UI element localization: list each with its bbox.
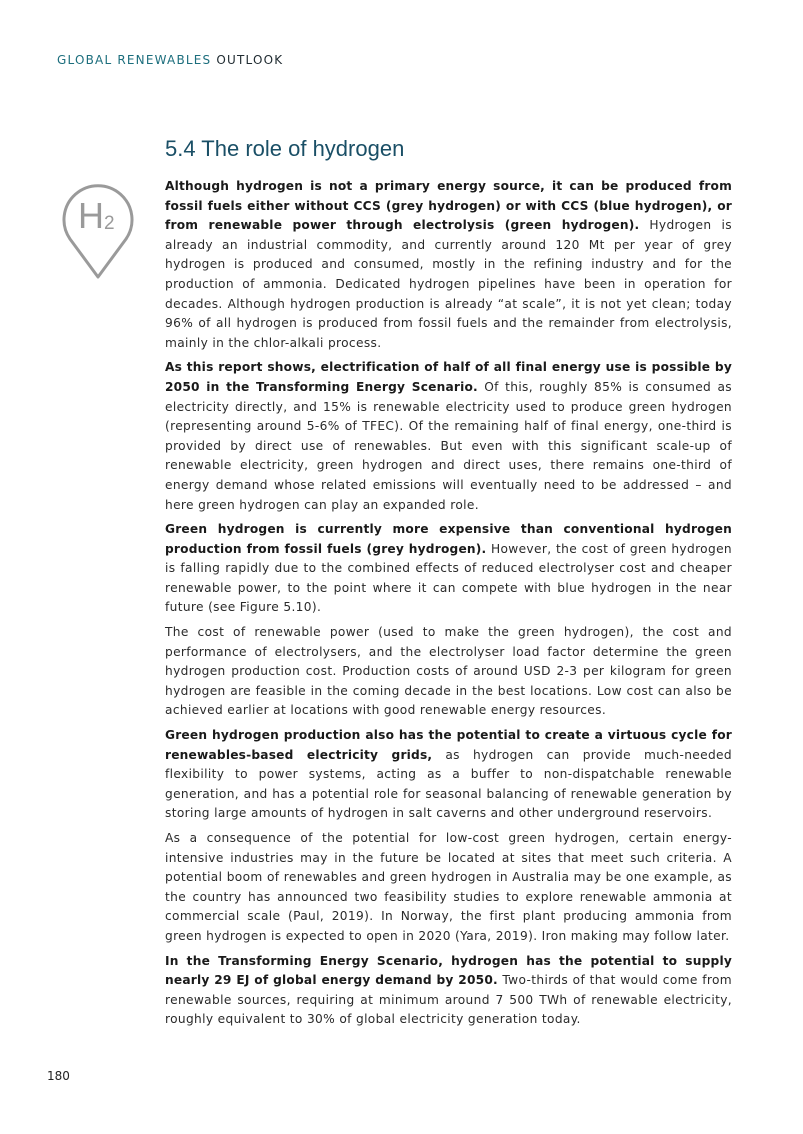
running-header [57,53,283,67]
paragraph-2: As this report shows, electrification of half of all final energy use is possible by 2050 in the Transforming Energy Scenario. Of this, roughly 85% is consumed as electricity directly, and 15% is renewable electricity used to produce green hydrogen (representing around 5-6% of TFEC). Of the remaining half of final energy, one-third is provided by direct use of renewables. But even with this significant scale-up of renewable electricity, green hydrogen and direct uses, there remains one-third of energy demand whose related emissions will eventually need to be addressed – and here green hydrogen can play an expanded role. [165,360,732,512]
paragraph-1: Although hydrogen is not a primary energy source, it can be produced from fossil fuels either without CCS (grey hydrogen) or with CCS (blue hydrogen), or from renewable power through electrolysis (green hydrogen). Hydrogen is already an industrial commodity, and currently around 120 Mt per year of grey hydrogen is produced and consumed, mostly in the refining industry and for the production of ammonia. Dedicated hydrogen pipelines have been in operation for decades. Although hydrogen production is already “at scale”, it is not yet clean; today 96% of all hydrogen is produced from fossil fuels and the remainder from electrolysis, mainly in the chlor-alkali process. [165,179,732,350]
paragraph-3: Green hydrogen is currently more expensive than conventional hydrogen production from fossil fuels (grey hydrogen). However, the cost of green hydrogen is falling rapidly due to the combined effects of reduced electrolyser cost and cheaper renewable power, to the point where it can compete with blue hydrogen in the near future (see Figure 5.10). [165,522,732,615]
paragraph-6: As a consequence of the potential for low-cost green hydrogen, certain energy-intensive industries may in the future be located at sites that meet such criteria. A potential boom of renewables and green hydrogen in Australia may be one example, as the country has announced two feasibility studies to explore renewable ammonia at commercial scale (Paul, 2019). In Norway, the first plant producing ammonia from green hydrogen is expected to open in 2020 (Yara, 2019). Iron making may follow later. [165,831,732,943]
section-body [165,177,732,1035]
paragraph-5: Green hydrogen production also has the potential to create a virtuous cycle for renewables-based electricity grids, as hydrogen can provide much-needed flexibility to power systems, acting as a buffer to non-dispatchable renewable generation, and has a potential role for seasonal balancing of renewable generation by storing large amounts of hydrogen in salt caverns and other underground reservoirs. [165,728,732,821]
h2-label-sub: 2 [104,213,115,234]
hydrogen-h2-icon [61,178,135,280]
section-title: 5.4 The role of hydrogen [165,136,405,161]
page-number: 180 [47,1069,70,1083]
paragraph-4: The cost of renewable power (used to make the green hydrogen), the cost and performance of electrolysers, and the electrolyser load factor determine the green hydrogen production cost. Production costs of around USD 2-3 per kilogram for green hydrogen are feasible in the coming decade in the best locations. Low cost can also be achieved earlier at locations with good renewable energy resources. [165,625,732,718]
header-rest: OUTLOOK [216,53,284,67]
h2-label-main: H [78,195,104,236]
header-accent: GLOBAL RENEWABLES [57,53,212,67]
paragraph-7: In the Transforming Energy Scenario, hydrogen has the potential to supply nearly 29 EJ of global energy demand by 2050. Two-thirds of that would come from renewable sources, requiring at minimum around 7 500 TWh of renewable electricity, roughly equivalent to 30% of global electricity generation today. [165,953,732,1027]
